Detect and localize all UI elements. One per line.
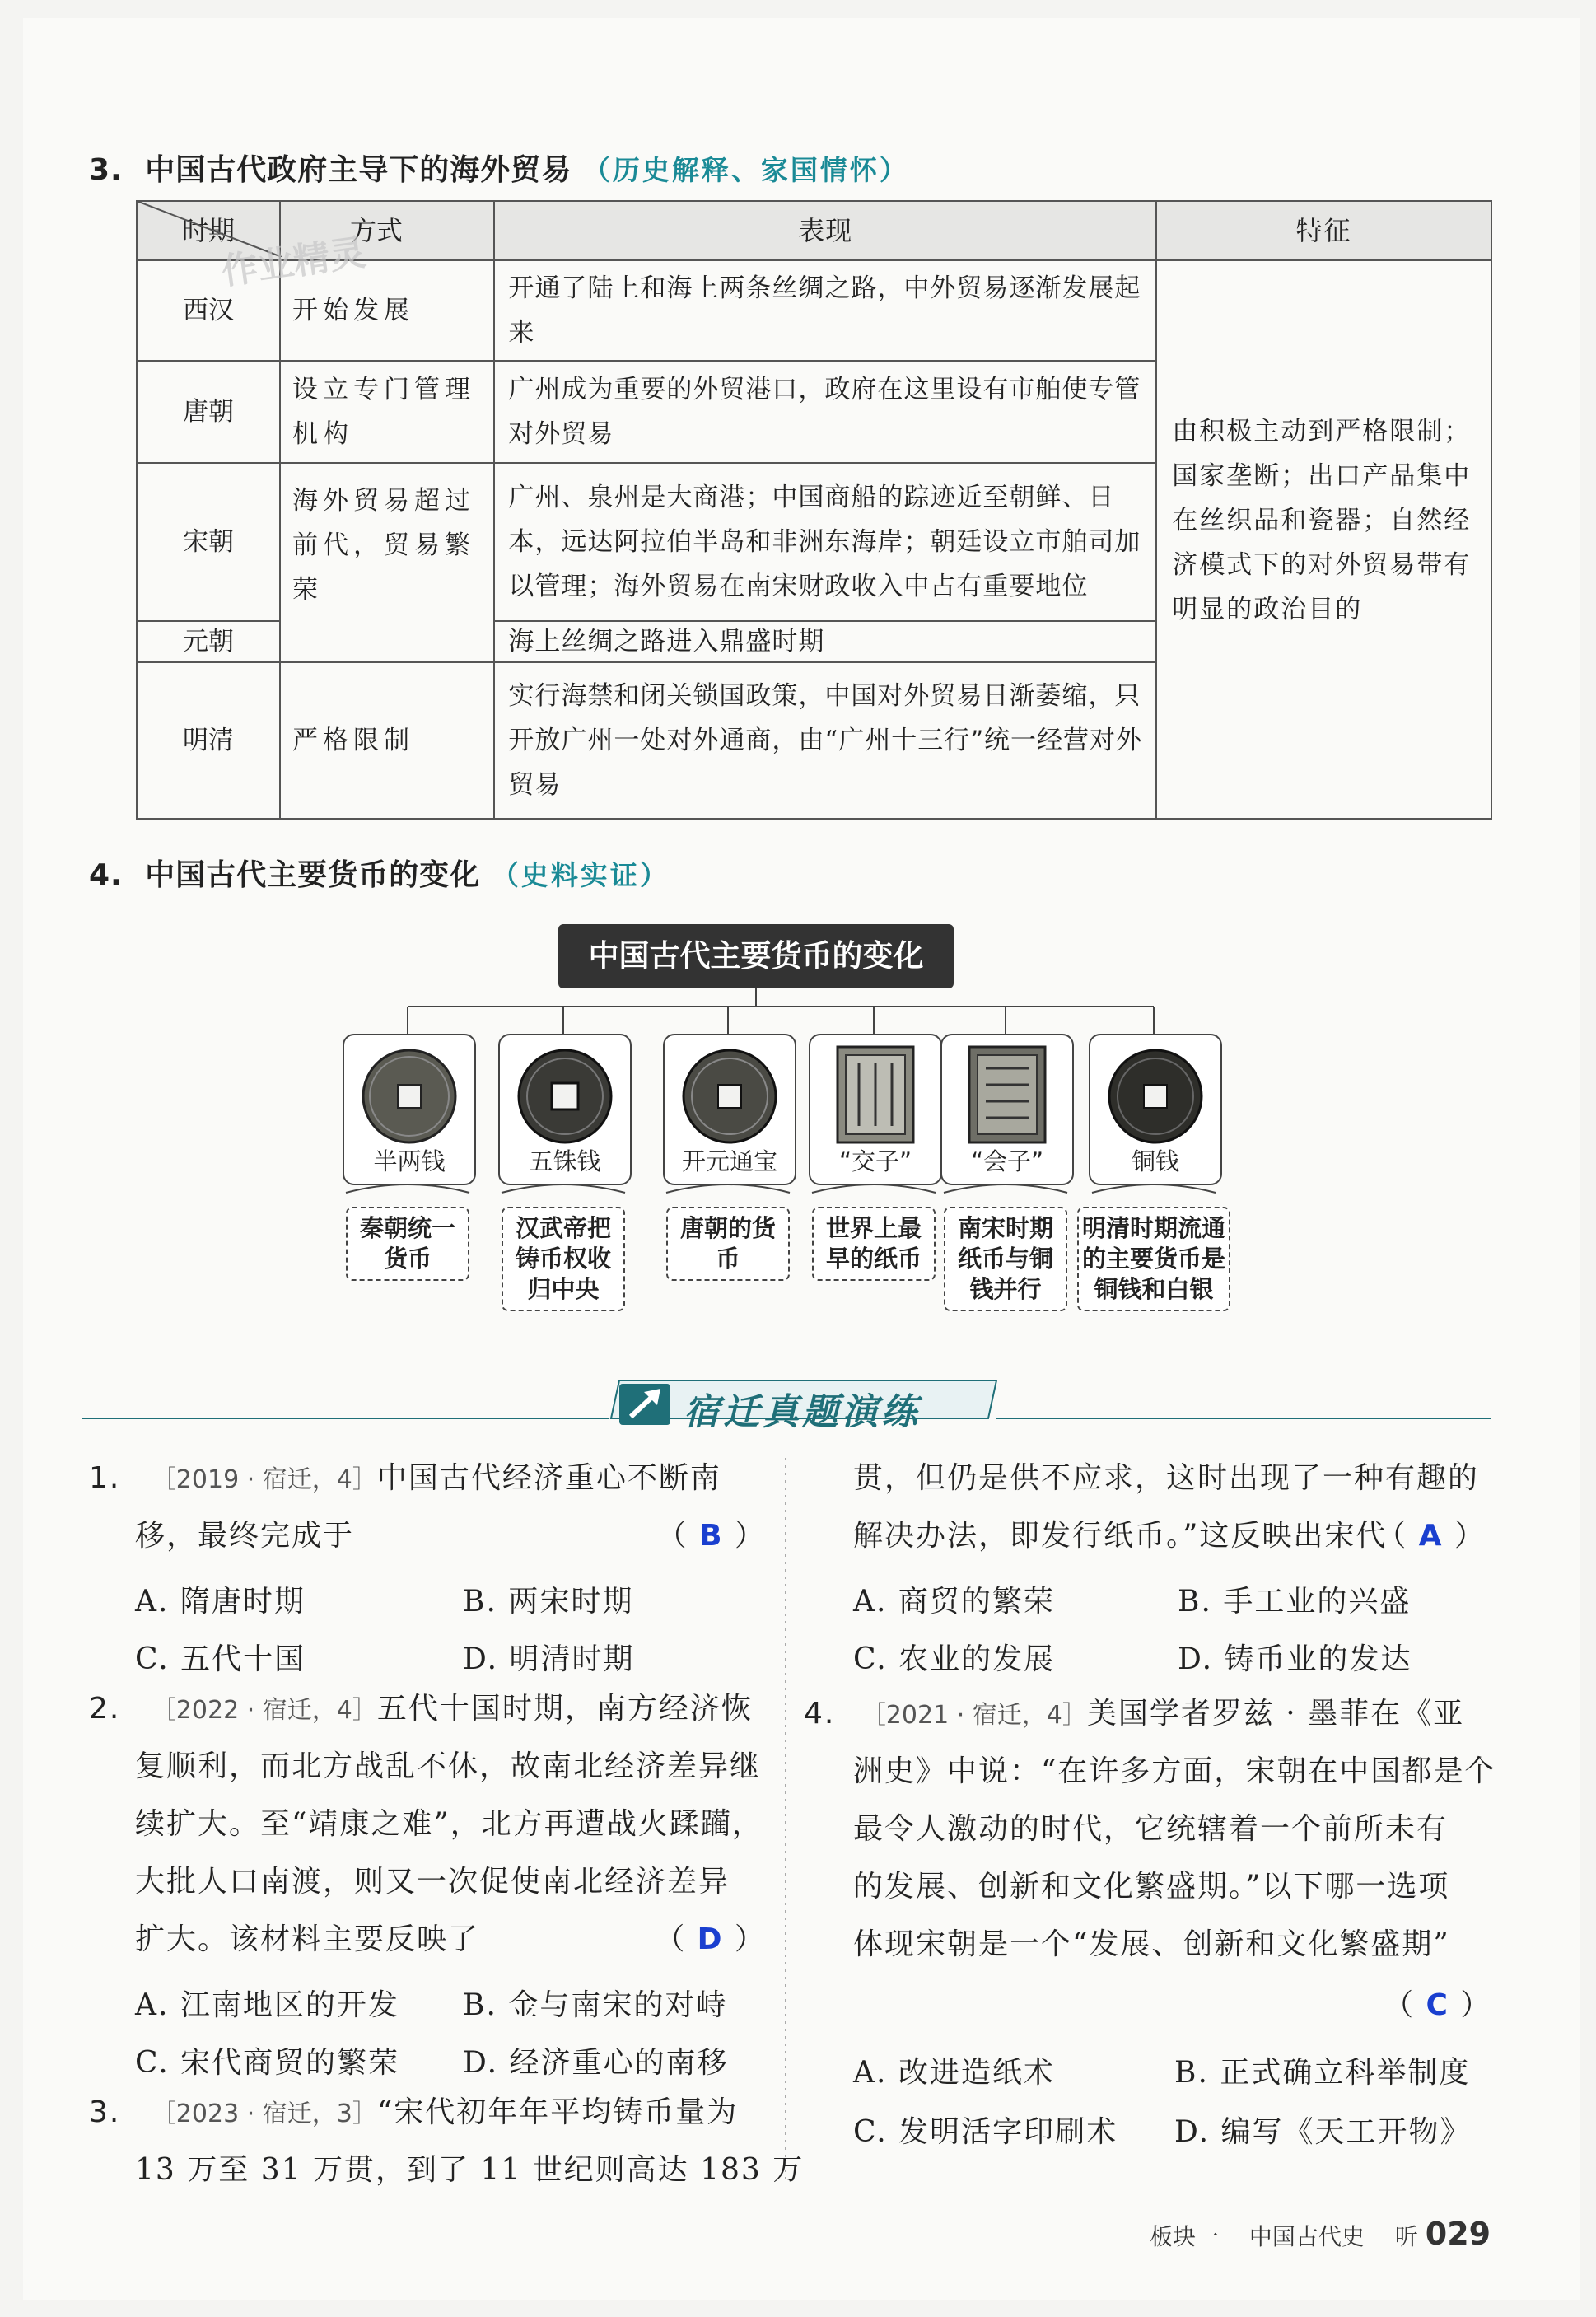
feature-cell: 由积极主动到严格限制；国家垄断；出口产品集中在丝织品和瓷器；自然经济模式下的对外贸易带有明显的政治目的 [1156,260,1491,819]
currency-name: “会子” [970,1147,1044,1175]
currency-card-jiaozi [809,1034,942,1185]
currency-name: “交子” [838,1147,912,1175]
header-mode: 方式 [349,215,403,246]
question-text: 移，最终完成于 [135,1519,355,1553]
question-text: 复顺利，而北方战乱不休，故南北经济差异继 [135,1749,762,1783]
section4-title: 中国古代主要货币的变化 [145,858,481,892]
option-c: C. 宋代商贸的繁荣 [135,2046,400,2080]
currency-card-wuzhu [498,1034,632,1185]
practice-banner-title: 宿迁真题演练 [684,1391,921,1433]
option-d: D. 编写《天工开物》 [1174,2115,1472,2149]
option-d: D. 经济重心的南移 [463,2046,729,2080]
footer-subject: 中国古代史 [1248,2223,1365,2250]
page-number: 029 [1425,2216,1491,2252]
section3-title: 中国古代政府主导下的海外贸易 [145,153,572,187]
currency-desc: 明清时期流通的主要货币是铜钱和白银 [1077,1207,1230,1311]
watermark: 作业精灵 [218,231,369,293]
paper-note-icon [966,1044,1048,1146]
answer-mark: D [697,1922,724,1956]
round-coin-icon [1106,1047,1205,1146]
footer-module: 板块一 [1150,2223,1220,2250]
question-source: ［2021 · 宿迁，4］ [861,1701,1087,1730]
performance-cell: 开通了陆上和海上两条丝绸之路，中外贸易逐渐发展起来 [494,260,1156,361]
question-text: 续扩大。至“靖康之难”，北方再遭战火蹂躏， [135,1807,763,1841]
section4-number: 4. [89,858,123,892]
question-text: 解决办法，即发行纸币。”这反映出宋代 [853,1519,1388,1553]
currency-desc: 世界上最早的纸币 [812,1207,936,1281]
option-d: D. 明清时期 [463,1642,635,1676]
performance-cell: 实行海禁和闭关锁国政策，中国对外贸易日渐萎缩，只开放广州一处对外通商，由“广州十三行”统一经营对外贸易 [494,662,1156,819]
question-number: 3. [89,2095,121,2129]
section3-number: 3. [89,153,123,187]
option-a: A. 改进造纸术 [853,2056,1055,2090]
option-a: A. 江南地区的开发 [135,1988,399,2022]
question-text: 五代十国时期，南方经济恢 [376,1692,753,1726]
currency-card-tongqian [1089,1034,1222,1185]
question-source: ［2023 · 宿迁，3］ [151,2100,377,2128]
currency-name: 五铢钱 [529,1147,601,1175]
option-a: A. 隋唐时期 [135,1585,306,1619]
period-cell: 元朝 [137,621,280,662]
header-feature: 特征 [1156,201,1491,260]
mode-cell: 严格限制 [280,662,494,819]
round-coin-icon [360,1047,459,1146]
question-2-line5: 扩大。该材料主要反映了 （ D ） [135,1922,766,1956]
option-b: B. 金与南宋的对峙 [463,1988,728,2022]
question-text: 的发展、创新和文化繁盛期。”以下哪一选项 [853,1870,1450,1904]
question-text: “宋代初年年平均铸币量为 [376,2095,739,2129]
question-number: 4. [804,1697,836,1731]
question-4 [804,1685,1496,1745]
currency-card-kaiyuan [663,1034,796,1185]
footer-listen: 听 [1394,2223,1418,2250]
question-text: 中国古代经济重心不断南 [376,1461,721,1495]
header-period: 时期 [181,215,235,246]
round-coin-icon [516,1047,614,1146]
currency-card-huizi [940,1034,1074,1185]
period-cell: 明清 [137,662,280,819]
question-1-line2: 移，最终完成于 （ B ） [135,1519,766,1553]
question-3-line4: 解决办法，即发行纸币。”这反映出宋代 （ A ） [853,1519,1486,1553]
option-a: A. 商贸的繁荣 [853,1585,1055,1619]
option-d: D. 铸币业的发达 [1178,1642,1412,1676]
currency-desc: 南宋时期纸币与铜钱并行 [944,1207,1067,1311]
option-c: C. 发明活字印刷术 [853,2115,1118,2149]
currency-name: 开元通宝 [681,1147,777,1175]
arrow-up-right-icon [619,1384,670,1425]
question-number: 2. [89,1692,121,1726]
currency-card-banliang [343,1034,476,1185]
period-cell: 唐朝 [137,361,280,463]
currency-name: 半两钱 [373,1147,446,1175]
answer-mark: B [699,1519,724,1553]
section4-tag: （史料实证） [491,859,670,891]
question-text: 扩大。该材料主要反映了 [135,1922,480,1956]
header-performance: 表现 [494,201,1156,260]
mode-cell: 海外贸易超过前代，贸易繁荣 [280,463,494,662]
arrow-icon-box [619,1384,670,1425]
question-2 [89,1680,772,1740]
mode-cell: 开始发展 [280,260,494,361]
question-text: 贯，但仍是供不应求，这时出现了一种有趣的 [853,1461,1480,1495]
question-source: ［2022 · 宿迁，4］ [151,1696,377,1725]
mode-cell: 设立专门管理机构 [280,361,494,463]
question-text: 大批人口南渡，则又一次促使南北经济差异 [135,1865,730,1899]
option-b: B. 两宋时期 [463,1585,634,1619]
question-3 [89,2084,772,2143]
round-coin-icon [680,1047,779,1146]
section3-tag: （历史解释、家国情怀） [582,154,909,186]
question-text: 最令人激动的时代，它统辖着一个前所未有 [853,1812,1449,1846]
option-b: B. 手工业的兴盛 [1178,1585,1412,1619]
question-text: 体现宋朝是一个“发展、创新和文化繁盛期” [853,1927,1450,1961]
option-c: C. 农业的发展 [853,1642,1056,1676]
question-text: 美国学者罗兹 · 墨菲在《亚 [1086,1697,1465,1731]
performance-cell: 海上丝绸之路进入鼎盛时期 [494,621,1156,662]
question-source: ［2019 · 宿迁，4］ [151,1465,377,1494]
currency-desc: 唐朝的货币 [666,1207,790,1281]
footer [1150,2216,1491,2252]
currency-name: 铜钱 [1131,1147,1179,1175]
answer-mark: C [1426,1988,1449,2022]
period-cell: 宋朝 [137,463,280,621]
period-cell: 西汉 [137,260,280,361]
performance-cell: 广州、泉州是大商港；中国商船的踪迹近至朝鲜、日本，远达阿拉伯半岛和非洲东海岸；朝廷设立市舶司加以管理；海外贸易在南宋财政收入中占有重要地位 [494,463,1156,621]
currency-desc: 秦朝统一货币 [346,1207,469,1281]
option-c: C. 五代十国 [135,1642,306,1676]
question-text: 洲史》中说：“在许多方面，宋朝在中国都是个 [853,1754,1496,1788]
column-divider [784,1458,787,2183]
question-4-answer: （ C ） [1384,1988,1492,2022]
currency-desc: 汉武帝把铸币权收归中央 [502,1207,625,1311]
question-1 [89,1450,772,1509]
paper-note-icon [834,1044,917,1146]
currency-chart-title: 中国古代主要货币的变化 [558,924,954,988]
answer-mark: A [1418,1519,1444,1553]
question-number: 1. [89,1461,121,1495]
question-text: 13 万至 31 万贯，到了 11 世纪则高达 183 万 [135,2153,805,2187]
performance-cell: 广州成为重要的外贸港口，政府在这里设有市舶使专管对外贸易 [494,361,1156,463]
option-b: B. 正式确立科举制度 [1174,2056,1471,2090]
